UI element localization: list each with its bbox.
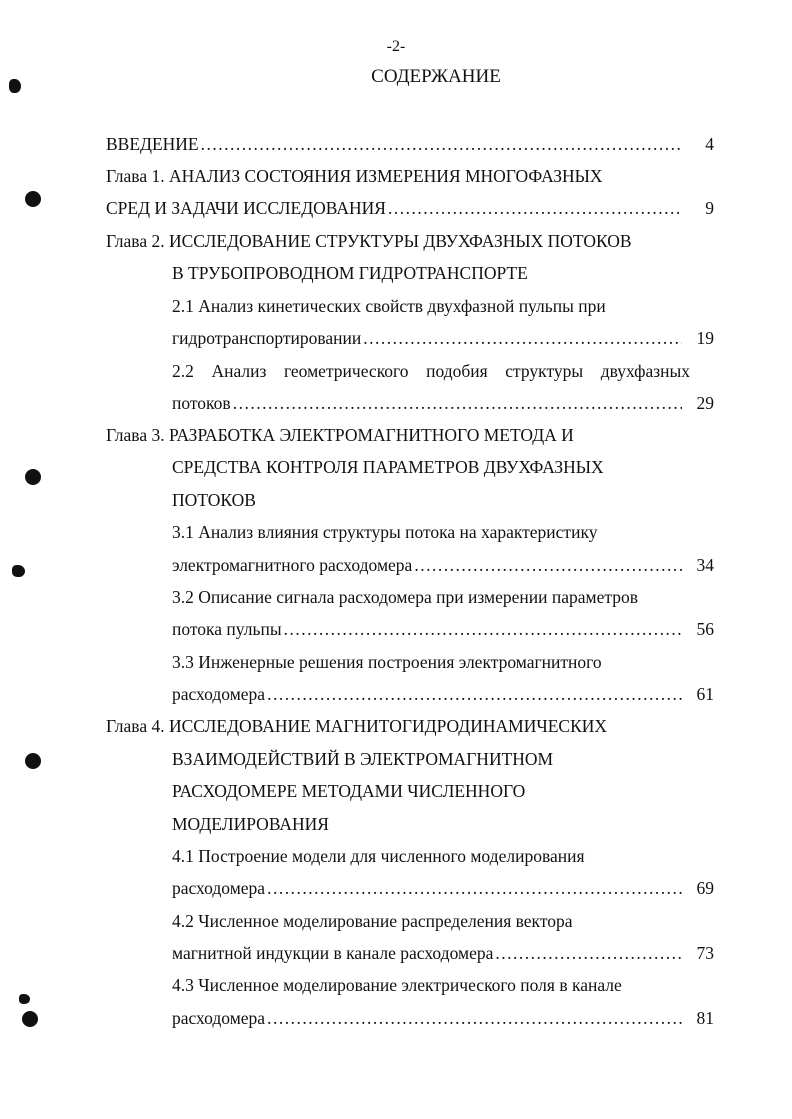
binder-hole (25, 469, 41, 485)
toc-chapter-4-heading-cont: ВЗАИМОДЕЙСТВИЙ В ЭЛЕКТРОМАГНИТНОМ (172, 749, 554, 769)
page-number: -2- (386, 38, 406, 55)
toc-section-2-2-title: 2.2 Анализ геометрического подобия структуры двухфазных (172, 361, 690, 381)
toc-section-4-1-title: 4.1 Построение модели для численного моделирования (172, 846, 585, 866)
toc-chapter-4-heading: Глава 4. ИССЛЕДОВАНИЕ МАГНИТОГИДРОДИНАМИЧЕСКИХ (106, 716, 608, 736)
page-title: СОДЕРЖАНИЕ (371, 66, 501, 87)
toc-chapter-1-heading: Глава 1. АНАЛИЗ СОСТОЯНИЯ ИЗМЕРЕНИЯ МНОГОФАЗНЫХ (106, 166, 603, 186)
toc-chapter-2-heading-cont: В ТРУБОПРОВОДНОМ ГИДРОТРАНСПОРТЕ (172, 263, 528, 283)
toc-chapter-4-heading-cont: МОДЕЛИРОВАНИЯ (172, 814, 329, 834)
toc-section-2-1-entry: гидротранспортировании ..... 19 (172, 326, 714, 350)
toc-section-3-3-entry: расходомера ..... 61 (172, 682, 714, 706)
toc-chapter-3-heading-cont: ПОТОКОВ (172, 490, 256, 510)
toc-section-3-2-title: 3.2 Описание сигнала расходомера при измерении параметров (172, 587, 638, 607)
scan-blot (19, 994, 30, 1004)
toc-section-3-2-entry: потока пульпы ..... 56 (172, 617, 714, 641)
toc-chapter-1-entry: СРЕД И ЗАДАЧИ ИССЛЕДОВАНИЯ ..... 9 (106, 196, 714, 220)
toc-section-4-3-title: 4.3 Численное моделирование электрического поля в канале (172, 975, 622, 995)
binder-hole (22, 1011, 38, 1027)
toc-section-3-1-entry: электромагнитного расходомера ..... 34 (172, 553, 714, 577)
toc-section-3-1-title: 3.1 Анализ влияния структуры потока на характеристику (172, 522, 598, 542)
toc-section-3-3-title: 3.3 Инженерные решения построения электромагнитного (172, 652, 602, 672)
toc-section-4-1-entry: расходомера ..... 69 (172, 876, 714, 900)
binder-hole (25, 191, 41, 207)
toc-section-4-2-entry: магнитной индукции в канале расходомера ..... 73 (172, 941, 714, 965)
scan-blot (12, 565, 25, 577)
toc-chapter-4-heading-cont: РАСХОДОМЕРЕ МЕТОДАМИ ЧИСЛЕННОГО (172, 781, 526, 801)
toc-chapter-2-heading: Глава 2. ИССЛЕДОВАНИЕ СТРУКТУРЫ ДВУХФАЗНЫХ ПОТОКОВ (106, 231, 632, 251)
toc-section-2-2-entry: потоков ..... 29 (172, 391, 714, 415)
toc-entry-introduction: ВВЕДЕНИЕ ..... 4 (106, 132, 714, 156)
toc-chapter-3-heading: Глава 3. РАЗРАБОТКА ЭЛЕКТРОМАГНИТНОГО МЕТОДА И (106, 425, 574, 445)
toc-section-4-3-entry: расходомера ..... 81 (172, 1006, 714, 1030)
toc-section-2-1-title: 2.1 Анализ кинетических свойств двухфазной пульпы при (172, 296, 606, 316)
toc-section-4-2-title: 4.2 Численное моделирование распределения вектора (172, 911, 573, 931)
toc-chapter-3-heading-cont: СРЕДСТВА КОНТРОЛЯ ПАРАМЕТРОВ ДВУХФАЗНЫХ (172, 457, 604, 477)
binder-hole (25, 753, 41, 769)
